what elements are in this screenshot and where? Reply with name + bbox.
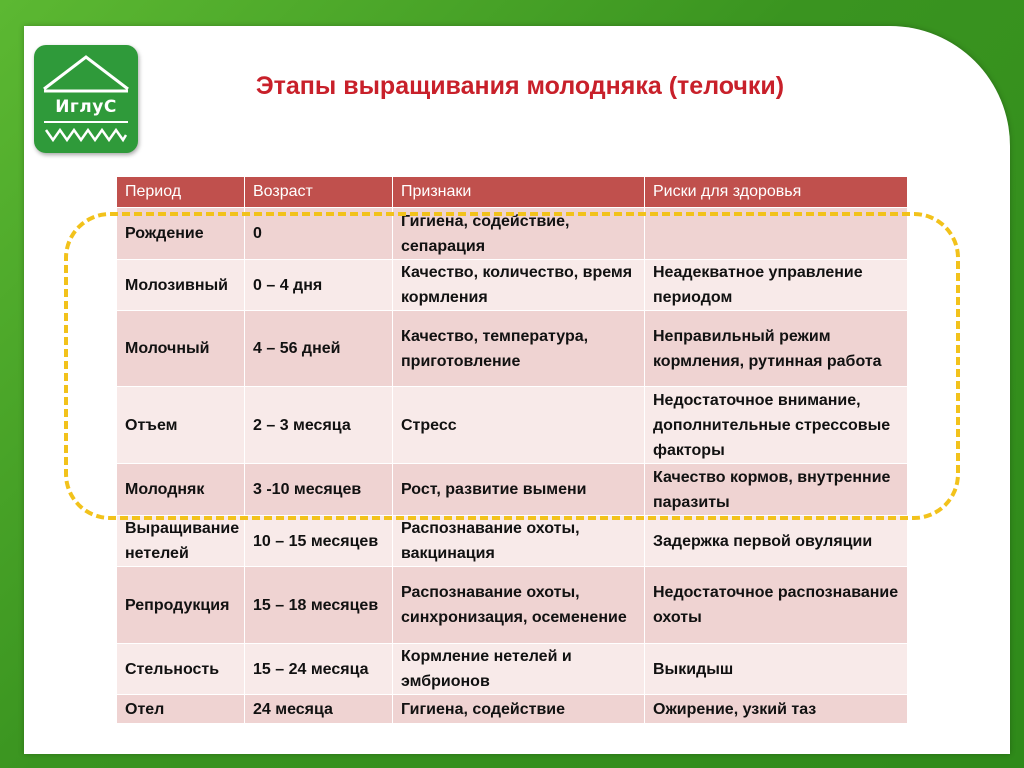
header-signs: Признаки xyxy=(393,177,645,208)
cell-risks: Выкидыш xyxy=(645,644,908,695)
table-row xyxy=(117,387,908,464)
cell-risks: Ожирение, узкий таз xyxy=(645,695,908,724)
cell-age: 24 месяца xyxy=(245,695,393,724)
header-risks: Риски для здоровья xyxy=(645,177,908,208)
logo-text: ИглуС xyxy=(55,97,117,117)
company-logo xyxy=(34,45,138,153)
cell-risks: Недостаточное внимание, дополнительные стрессовые факторы xyxy=(645,387,908,464)
table-row xyxy=(117,311,908,387)
table-row xyxy=(117,516,908,567)
cell-period: Выращивание нетелей xyxy=(117,516,245,567)
cell-age: 15 – 18 месяцев xyxy=(245,567,393,644)
table-row xyxy=(117,464,908,516)
cell-period: Молочный xyxy=(117,311,245,387)
table-row xyxy=(117,695,908,724)
cell-period: Рождение xyxy=(117,208,245,260)
slide-title: Этапы выращивания молодняка (телочки) xyxy=(255,72,785,100)
cell-risks xyxy=(645,208,908,260)
cell-age: 4 – 56 дней xyxy=(245,311,393,387)
table-header-row xyxy=(117,177,908,208)
zigzag-icon xyxy=(44,127,128,143)
logo-divider xyxy=(44,121,128,123)
cell-age: 0 xyxy=(245,208,393,260)
cell-signs: Качество, количество, время кормления xyxy=(393,260,645,311)
table-row xyxy=(117,567,908,644)
cell-period: Стельность xyxy=(117,644,245,695)
cell-period: Отъем xyxy=(117,387,245,464)
cell-signs: Качество, температура, приготовление xyxy=(393,311,645,387)
table-row xyxy=(117,644,908,695)
cell-risks: Задержка первой овуляции xyxy=(645,516,908,567)
cell-risks: Неадекватное управление периодом xyxy=(645,260,908,311)
cell-period: Отел xyxy=(117,695,245,724)
cell-signs: Гигиена, содействие, сепарация xyxy=(393,208,645,260)
cell-signs: Кормление нетелей и эмбрионов xyxy=(393,644,645,695)
cell-age: 3 -10 месяцев xyxy=(245,464,393,516)
cell-age: 10 – 15 месяцев xyxy=(245,516,393,567)
cell-age: 2 – 3 месяца xyxy=(245,387,393,464)
cell-period: Молозивный xyxy=(117,260,245,311)
cell-age: 15 – 24 месяца xyxy=(245,644,393,695)
cell-period: Молодняк xyxy=(117,464,245,516)
cell-risks: Качество кормов, внутренние паразиты xyxy=(645,464,908,516)
cell-signs: Рост, развитие вымени xyxy=(393,464,645,516)
table-row xyxy=(117,260,908,311)
cell-signs: Распознавание охоты, синхронизация, осеменение xyxy=(393,567,645,644)
cell-risks: Неправильный режим кормления, рутинная работа xyxy=(645,311,908,387)
cell-signs: Распознавание охоты, вакцинация xyxy=(393,516,645,567)
house-roof-icon xyxy=(40,53,132,93)
cell-period: Репродукция xyxy=(117,567,245,644)
header-period: Период xyxy=(117,177,245,208)
table-row xyxy=(117,208,908,260)
cell-age: 0 – 4 дня xyxy=(245,260,393,311)
cell-risks: Недостаточное распознавание охоты xyxy=(645,567,908,644)
stages-table xyxy=(116,176,908,724)
header-age: Возраст xyxy=(245,177,393,208)
cell-signs: Стресс xyxy=(393,387,645,464)
cell-signs: Гигиена, содействие xyxy=(393,695,645,724)
